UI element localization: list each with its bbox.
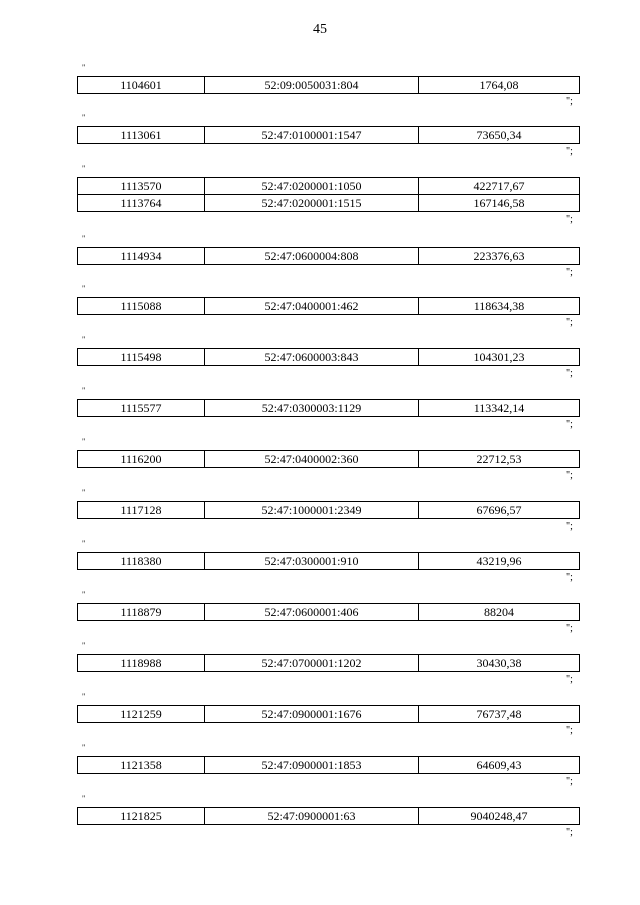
opening-quote: "	[82, 488, 86, 497]
amendment-block	[0, 164, 640, 225]
closing-quote: ";	[566, 368, 573, 379]
registry-number-cell: 1104601	[78, 77, 205, 94]
data-table	[77, 126, 580, 144]
value-cell: 67696,57	[419, 502, 580, 519]
closing-quote: ";	[566, 470, 573, 481]
cadastral-number-cell: 52:47:0200001:1050	[205, 178, 419, 195]
opening-quote: "	[82, 335, 86, 344]
amendment-block	[0, 591, 640, 641]
cadastral-number-cell: 52:47:0300003:1129	[205, 400, 419, 417]
registry-number-cell: 1121825	[78, 808, 205, 825]
registry-number-cell: 1118988	[78, 655, 205, 672]
value-cell: 104301,23	[419, 349, 580, 366]
data-table	[77, 76, 580, 94]
cadastral-number-cell: 52:47:0600001:406	[205, 604, 419, 621]
registry-number-cell: 1118879	[78, 604, 205, 621]
data-table	[77, 450, 580, 468]
registry-number-cell: 1121358	[78, 757, 205, 774]
cadastral-number-cell: 52:47:0900001:1676	[205, 706, 419, 723]
table-row	[78, 77, 580, 94]
opening-quote: "	[82, 386, 86, 395]
amendment-block	[0, 744, 640, 794]
closing-quote: ";	[566, 214, 573, 225]
data-table	[77, 247, 580, 265]
registry-number-cell: 1115088	[78, 298, 205, 315]
value-cell: 76737,48	[419, 706, 580, 723]
data-table	[77, 807, 580, 825]
value-cell: 30430,38	[419, 655, 580, 672]
opening-quote: "	[82, 641, 86, 650]
registry-number-cell: 1116200	[78, 451, 205, 468]
opening-quote: "	[82, 164, 86, 173]
cadastral-number-cell: 52:47:0600003:843	[205, 349, 419, 366]
closing-quote: ";	[566, 521, 573, 532]
cadastral-number-cell: 52:47:1000001:2349	[205, 502, 419, 519]
registry-number-cell: 1115577	[78, 400, 205, 417]
amendment-block	[0, 336, 640, 386]
value-cell: 64609,43	[419, 757, 580, 774]
data-table	[77, 552, 580, 570]
table-row	[78, 127, 580, 144]
opening-quote: "	[82, 113, 86, 122]
value-cell: 43219,96	[419, 553, 580, 570]
table-row	[78, 195, 580, 212]
data-table	[77, 756, 580, 774]
cadastral-number-cell: 52:47:0200001:1515	[205, 195, 419, 212]
cadastral-number-cell: 52:47:0600004:808	[205, 248, 419, 265]
data-table	[77, 603, 580, 621]
opening-quote: "	[82, 590, 86, 599]
amendment-block	[0, 387, 640, 437]
table-row	[78, 757, 580, 774]
table-row	[78, 553, 580, 570]
data-table	[77, 348, 580, 366]
value-cell: 422717,67	[419, 178, 580, 195]
registry-number-cell: 1113061	[78, 127, 205, 144]
cadastral-number-cell: 52:47:0300001:910	[205, 553, 419, 570]
amendment-block	[0, 114, 640, 164]
amendment-block	[0, 285, 640, 335]
opening-quote: "	[82, 794, 86, 803]
cadastral-number-cell: 52:47:0900001:1853	[205, 757, 419, 774]
value-cell: 88204	[419, 604, 580, 621]
value-cell: 1764,08	[419, 77, 580, 94]
opening-quote: "	[82, 284, 86, 293]
value-cell: 167146,58	[419, 195, 580, 212]
registry-number-cell: 1118380	[78, 553, 205, 570]
data-table	[77, 705, 580, 723]
value-cell: 73650,34	[419, 127, 580, 144]
registry-number-cell: 1113570	[78, 178, 205, 195]
closing-quote: ";	[566, 146, 573, 157]
closing-quote: ";	[566, 96, 573, 107]
value-cell: 22712,53	[419, 451, 580, 468]
registry-number-cell: 1114934	[78, 248, 205, 265]
cadastral-number-cell: 52:09:0050031:804	[205, 77, 419, 94]
amendment-block	[0, 489, 640, 539]
registry-number-cell: 1117128	[78, 502, 205, 519]
table-row	[78, 604, 580, 621]
closing-quote: ";	[566, 725, 573, 736]
closing-quote: ";	[566, 572, 573, 583]
table-row	[78, 298, 580, 315]
data-table	[77, 399, 580, 417]
amendment-block	[0, 235, 640, 285]
closing-quote: ";	[566, 674, 573, 685]
value-cell: 223376,63	[419, 248, 580, 265]
table-row	[78, 655, 580, 672]
amendment-block	[0, 693, 640, 743]
opening-quote: "	[82, 692, 86, 701]
table-row	[78, 248, 580, 265]
amendment-block	[0, 540, 640, 590]
table-row	[78, 400, 580, 417]
data-table	[77, 654, 580, 672]
closing-quote: ";	[566, 827, 573, 838]
registry-number-cell: 1113764	[78, 195, 205, 212]
table-row	[78, 178, 580, 195]
cadastral-number-cell: 52:47:0400001:462	[205, 298, 419, 315]
closing-quote: ";	[566, 267, 573, 278]
table-row	[78, 349, 580, 366]
opening-quote: "	[82, 63, 86, 72]
page-number: 45	[313, 22, 327, 37]
cadastral-number-cell: 52:47:0700001:1202	[205, 655, 419, 672]
cadastral-number-cell: 52:47:0100001:1547	[205, 127, 419, 144]
amendment-block	[0, 642, 640, 692]
data-table	[77, 501, 580, 519]
opening-quote: "	[82, 539, 86, 548]
amendment-block	[0, 438, 640, 488]
table-row	[78, 706, 580, 723]
cadastral-number-cell: 52:47:0400002:360	[205, 451, 419, 468]
registry-number-cell: 1115498	[78, 349, 205, 366]
opening-quote: "	[82, 234, 86, 243]
closing-quote: ";	[566, 317, 573, 328]
registry-number-cell: 1121259	[78, 706, 205, 723]
value-cell: 9040248,47	[419, 808, 580, 825]
cadastral-number-cell: 52:47:0900001:63	[205, 808, 419, 825]
closing-quote: ";	[566, 623, 573, 634]
amendment-block	[0, 795, 640, 845]
table-row	[78, 451, 580, 468]
data-table	[77, 297, 580, 315]
closing-quote: ";	[566, 419, 573, 430]
table-row	[78, 502, 580, 519]
value-cell: 113342,14	[419, 400, 580, 417]
data-table	[77, 177, 580, 212]
opening-quote: "	[82, 437, 86, 446]
closing-quote: ";	[566, 776, 573, 787]
opening-quote: "	[82, 743, 86, 752]
amendment-block	[0, 64, 640, 114]
value-cell: 118634,38	[419, 298, 580, 315]
table-row	[78, 808, 580, 825]
